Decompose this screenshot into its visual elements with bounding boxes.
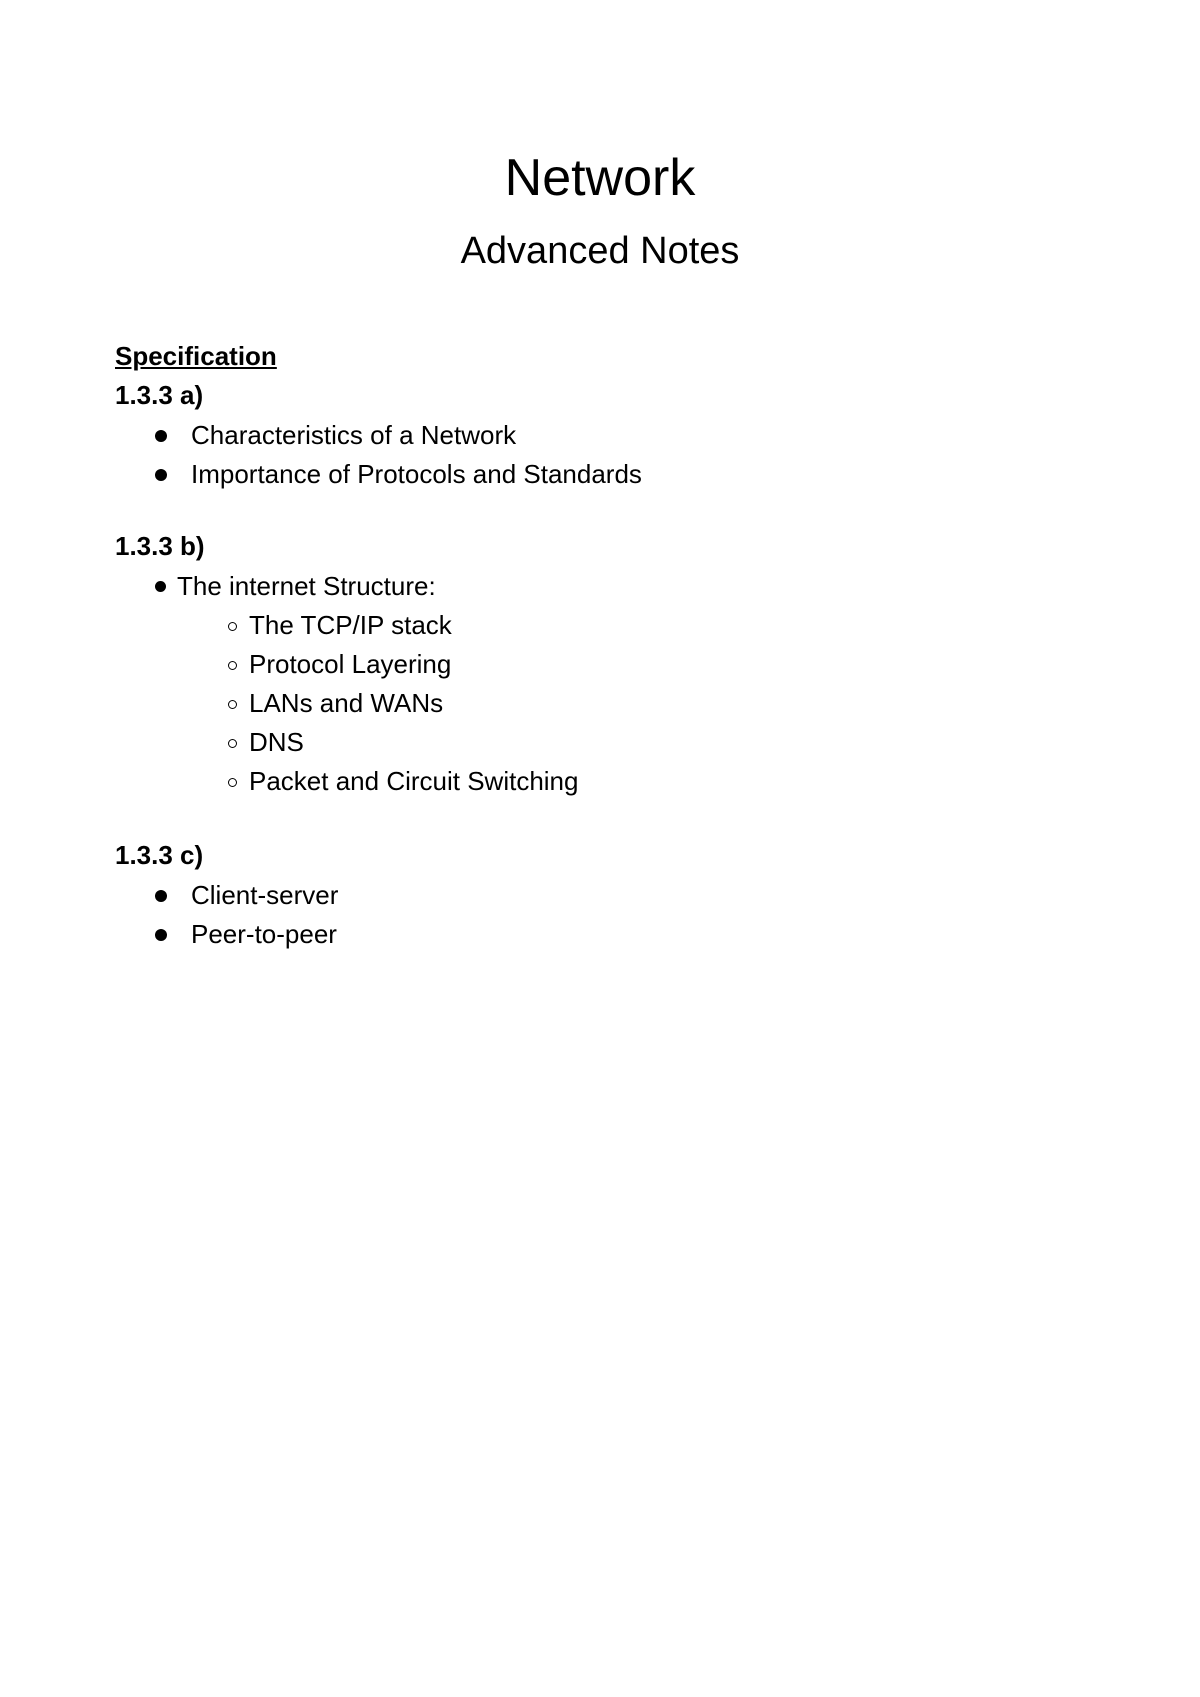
section-heading-a: 1.3.3 a) xyxy=(115,380,204,410)
hollow-bullet-icon xyxy=(228,661,237,670)
hollow-bullet-icon xyxy=(228,700,237,709)
specification-heading: Specification xyxy=(115,341,277,371)
bullet-icon xyxy=(155,929,167,941)
bullet-icon xyxy=(155,581,166,592)
list-item-text: Importance of Protocols and Standards xyxy=(191,459,642,489)
sub-list-item-text: LANs and WANs xyxy=(249,688,444,718)
document-title: Network xyxy=(504,149,696,207)
sub-list-item-text: DNS xyxy=(249,727,304,757)
hollow-bullet-icon xyxy=(228,778,237,787)
list-item-text: Peer-to-peer xyxy=(191,919,337,949)
list-item-text: The internet Structure: xyxy=(177,571,436,601)
hollow-bullet-icon xyxy=(228,739,237,748)
bullet-icon xyxy=(155,430,167,442)
list-item-text: Characteristics of a Network xyxy=(191,420,517,450)
hollow-bullet-icon xyxy=(228,622,237,631)
sub-list-item-text: Protocol Layering xyxy=(249,649,452,679)
section-heading-c: 1.3.3 c) xyxy=(115,840,204,870)
section-heading-b: 1.3.3 b) xyxy=(115,531,205,561)
document-subtitle: Advanced Notes xyxy=(460,230,740,272)
sub-list-item-text: Packet and Circuit Switching xyxy=(249,766,579,796)
list-item-text: Client-server xyxy=(191,880,339,910)
sub-list-item-text: The TCP/IP stack xyxy=(249,610,452,640)
bullet-icon xyxy=(155,890,167,902)
bullet-icon xyxy=(155,469,167,481)
